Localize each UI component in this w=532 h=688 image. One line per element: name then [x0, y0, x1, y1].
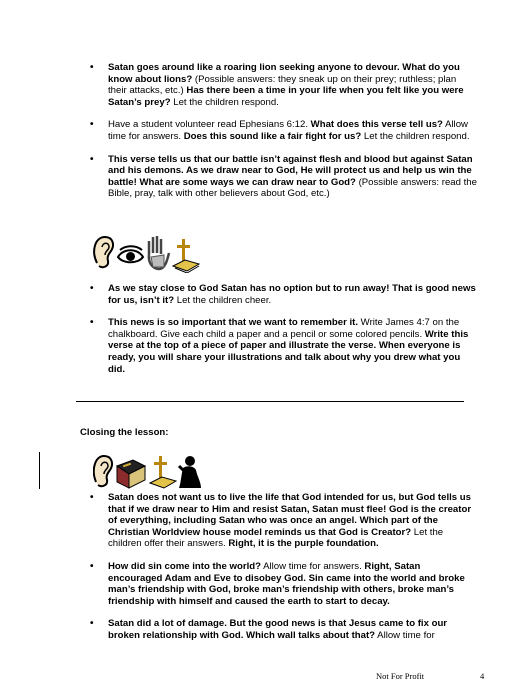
page-number: 4	[480, 671, 485, 681]
bold-text: Does this sound like a fair fight for us?	[183, 130, 362, 142]
bullet-item	[77, 62, 477, 108]
bible-icon	[117, 460, 145, 488]
bold-text: Satan goes around like a roaring lion seeking anyone to devour. What do you know about lions?	[108, 62, 460, 85]
bullet-item	[77, 154, 477, 200]
bold-text: Right, Satan encouraged Adam and Eve to disobey God. Sin came into the world and broke man’s friendship with God, broke man’s friendship with others, broke man’s friendship with himself and caused the earth to start to decay.	[108, 560, 465, 607]
bold-text: As we stay close to God Satan has no option but to run away! That is good news for us, isn’t it?	[108, 283, 476, 306]
bold-text: Has there been a time in your life when you felt like you were Satan’s prey?	[108, 85, 464, 108]
plain-text: Have a student volunteer read Ephesians 6:12.	[108, 119, 311, 131]
bold-text: Write this verse at the top of a piece of paper and illustrate the verse. When everyone is ready, you will share your illustrations and talk about why you drew what you did.	[108, 328, 469, 375]
plain-text: (Possible answers: read the Bible, pray, talk with other believers about God, etc.)	[108, 176, 477, 200]
bullet-list-bottom	[77, 492, 477, 642]
ear-icon	[94, 456, 112, 486]
bullet-item	[77, 317, 477, 375]
closing-heading: Closing the lesson:	[80, 427, 169, 438]
plain-text: Write James 4:7 on the chalkboard. Give each child a paper and a pencil or some colored pencils.	[108, 317, 460, 340]
plain-text: Let the children respond.	[170, 96, 279, 108]
cross-bible-icon	[173, 239, 199, 273]
bullet-item	[77, 618, 477, 641]
ear-icon	[94, 237, 113, 267]
bold-text: This news is so important that we want to remember it.	[108, 317, 359, 329]
plain-text: Allow time for answers.	[260, 560, 365, 572]
plain-text: Allow time for	[375, 629, 435, 641]
footer-text: Not For Profit	[376, 671, 425, 681]
bold-text: Right, it is the purple foundation.	[228, 538, 379, 550]
bullet-item	[77, 492, 477, 550]
plain-text: Let the children cheer.	[174, 294, 272, 306]
bullet-item	[77, 283, 477, 306]
hand-icon	[149, 236, 169, 269]
bold-text: Satan does not want us to live the life that God intended for us, but God tells us that if we draw near to Him and resist Satan, Satan must flee! God is the creator of everything, including Satan who was once an angel. Which part of the Christian Worldview house model reminds us that God is Creator?	[108, 492, 472, 538]
plain-text: Let the children respond.	[361, 130, 470, 142]
praying-person-icon	[179, 456, 201, 488]
margin-mark	[39, 452, 40, 489]
cross-bible-icon	[150, 456, 176, 488]
bullet-list-top	[77, 62, 477, 200]
bullet-item	[77, 561, 477, 607]
bold-text: How did sin come into the world?	[108, 560, 261, 572]
plain-text: Allow time for answers.	[108, 119, 468, 142]
plain-text: (Possible answers: they sneak up on their prey; ruthless; plan their attacks, etc.)	[108, 73, 457, 97]
bullet-item	[77, 119, 477, 142]
plain-text: Let the children offer their answers.	[108, 526, 444, 550]
eye-icon	[118, 246, 143, 262]
section-divider	[76, 401, 464, 402]
icon-row-1	[93, 233, 203, 273]
icon-row-2	[93, 452, 203, 492]
bullet-list-middle	[77, 283, 477, 375]
bold-text: This verse tells us that our battle isn’t against flesh and blood but against Satan and his demons. As we draw near to God, He will protect us and help us win the battle! What are some ways we can draw near to God?	[108, 153, 473, 188]
bold-text: Satan did a lot of damage. But the good news is that Jesus came to fix our broken relationship with God. Which wall talks about that?	[108, 618, 448, 641]
bold-text: What does this verse tell us?	[310, 119, 443, 131]
